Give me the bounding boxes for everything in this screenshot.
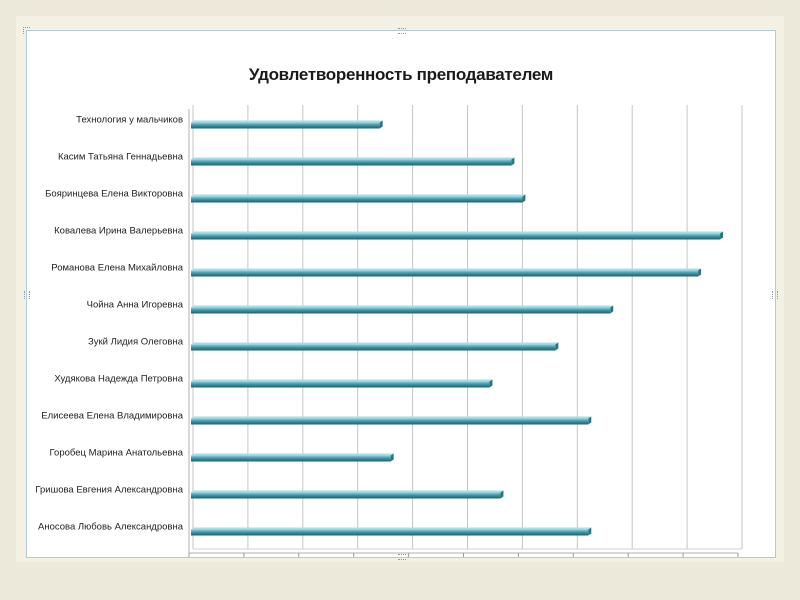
bar: [191, 530, 588, 536]
bar-top: [191, 306, 613, 308]
bar-top: [191, 528, 591, 530]
category-label: Касим Татьяна Геннадьевна: [57, 151, 183, 163]
bar-top: [191, 158, 514, 160]
category-label: Зукй Лидия Олеговна: [88, 336, 183, 348]
category-label: Елисеева Елена Владимировна: [41, 410, 183, 422]
chart-panel[interactable]: [26, 30, 776, 558]
bar: [191, 456, 391, 462]
bar-chart: [27, 31, 777, 559]
bar-top: [191, 380, 492, 382]
category-label: Технология у мальчиков: [76, 114, 183, 126]
category-label: Худякова Надежда Петровна: [54, 373, 183, 385]
bar: [191, 123, 380, 129]
bar: [191, 234, 720, 240]
bar-top: [191, 121, 383, 123]
bar-top: [191, 491, 503, 493]
bar: [191, 493, 500, 499]
bar: [191, 308, 610, 314]
bar: [191, 271, 698, 277]
bar-top: [191, 343, 558, 345]
bar-top: [191, 417, 591, 419]
bar: [191, 160, 511, 166]
bar-top: [191, 269, 701, 271]
category-label: Ковалева Ирина Валерьевна: [54, 225, 183, 237]
bar: [191, 197, 522, 203]
category-label: Аносова Любовь Александровна: [38, 521, 183, 533]
bar-top: [191, 195, 525, 197]
bar-top: [191, 232, 723, 234]
chart-title: Удовлетворенность преподавателем: [248, 65, 554, 84]
bar: [191, 345, 555, 351]
bar-top: [191, 454, 394, 456]
category-label: Горобец Марина Анатольевна: [49, 447, 183, 459]
slide-frame: [16, 16, 784, 562]
bar: [191, 419, 588, 425]
category-label: Чойна Анна Игоревна: [86, 299, 183, 311]
bar: [191, 382, 489, 388]
category-label: Бояринцева Елена Викторовна: [45, 188, 183, 200]
category-label: Гришова Евгения Александровна: [35, 484, 183, 496]
category-label: Романова Елена Михайловна: [51, 262, 183, 274]
